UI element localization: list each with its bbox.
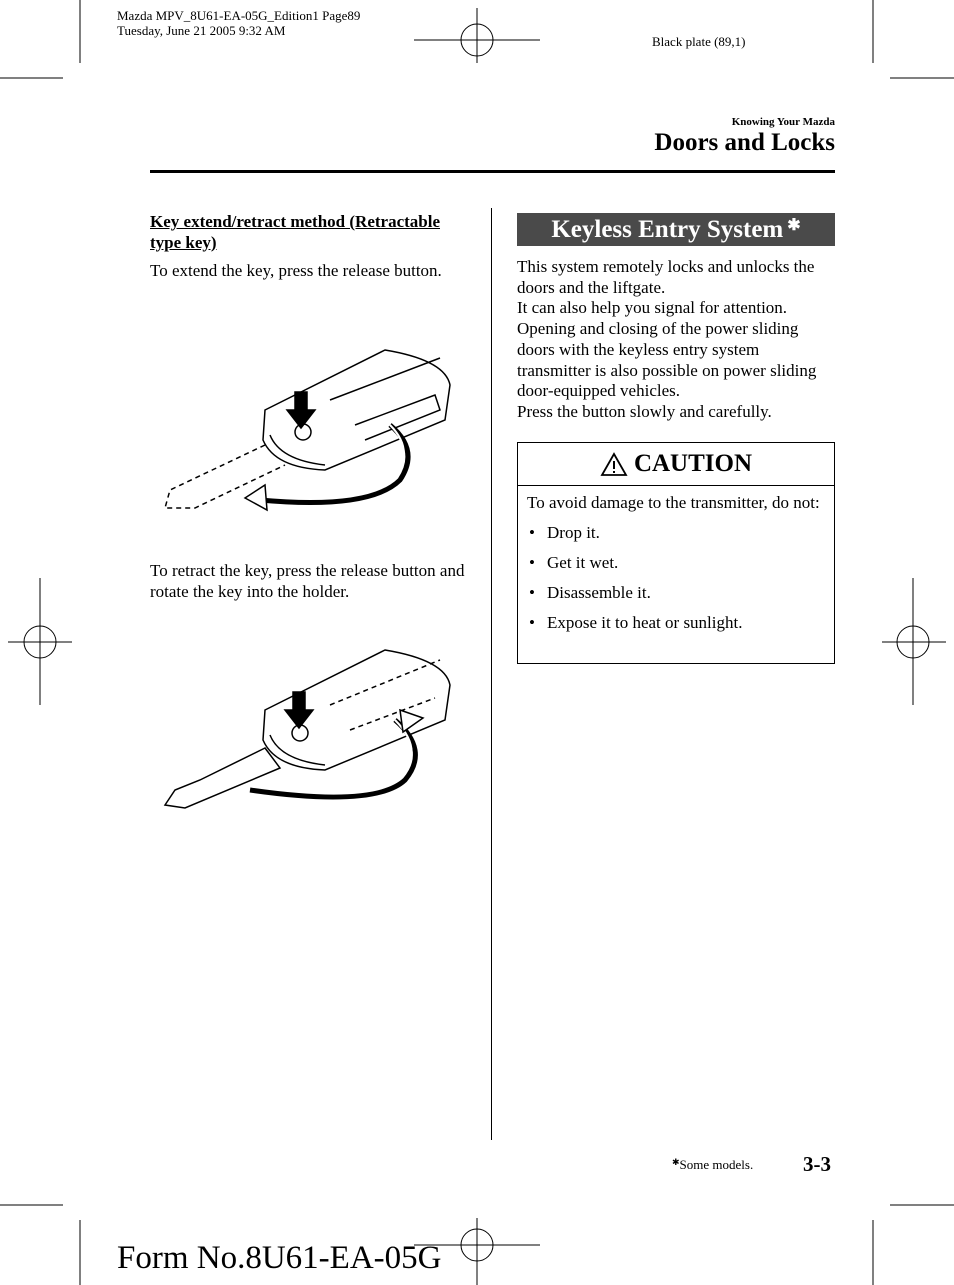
chapter-label: Knowing Your Mazda — [731, 116, 835, 128]
header-rule — [150, 170, 835, 173]
retract-instructions: To retract the key, press the release button and rotate the key into the holder. — [150, 561, 465, 601]
caution-list — [527, 522, 825, 633]
key-extend-illustration — [155, 340, 460, 520]
footnote-asterisk: ✱ — [672, 1157, 680, 1167]
caution-item: • Disassemble it. — [527, 582, 825, 603]
caution-item: • Get it wet. — [527, 552, 825, 573]
print-job-line-1: Mazda MPV_8U61-EA-05G_Edition1 Page89 — [117, 8, 361, 23]
intro-paragraph: This system remotely locks and unlocks the doors and the liftgate. — [517, 257, 815, 297]
caution-heading-text: CAUTION — [633, 450, 753, 477]
section-title: Doors and Locks — [654, 129, 835, 156]
print-job-info — [117, 8, 360, 38]
page-number: 3-3 — [803, 1152, 831, 1176]
some-models-asterisk: ✱ — [787, 216, 801, 234]
intro-paragraph: It can also help you signal for attention. — [517, 298, 788, 318]
column-divider — [491, 208, 492, 1140]
keyless-entry-banner — [517, 213, 835, 246]
caution-item: • Drop it. — [527, 522, 825, 543]
intro-paragraph: Opening and closing of the power sliding doors with the keyless entry system transmitter is also possible on power sliding door-equipped vehicles. — [517, 319, 817, 401]
caution-heading — [518, 443, 834, 486]
footnote-text: Some models. — [679, 1157, 754, 1172]
key-method-subheading: Key extend/retract method (Retractable type key) — [150, 212, 440, 252]
caution-body — [518, 486, 834, 633]
caution-item: • Expose it to heat or sunlight. — [527, 612, 825, 633]
key-retract-illustration — [155, 640, 460, 820]
warning-triangle-icon — [600, 452, 628, 477]
print-job-line-2: Tuesday, June 21 2005 9:32 AM — [117, 23, 286, 38]
intro-paragraph: Press the button slowly and carefully. — [517, 401, 772, 421]
keyless-entry-title: Keyless Entry System — [551, 215, 784, 243]
extend-instructions: To extend the key, press the release button. — [150, 261, 442, 280]
footnote — [672, 1157, 753, 1173]
caution-box — [517, 442, 835, 664]
form-number: Form No.8U61-EA-05G — [117, 1240, 442, 1276]
caution-lead: To avoid damage to the transmitter, do not: — [527, 493, 820, 512]
plate-label: Black plate (89,1) — [652, 34, 746, 49]
keyless-entry-intro — [517, 257, 837, 423]
